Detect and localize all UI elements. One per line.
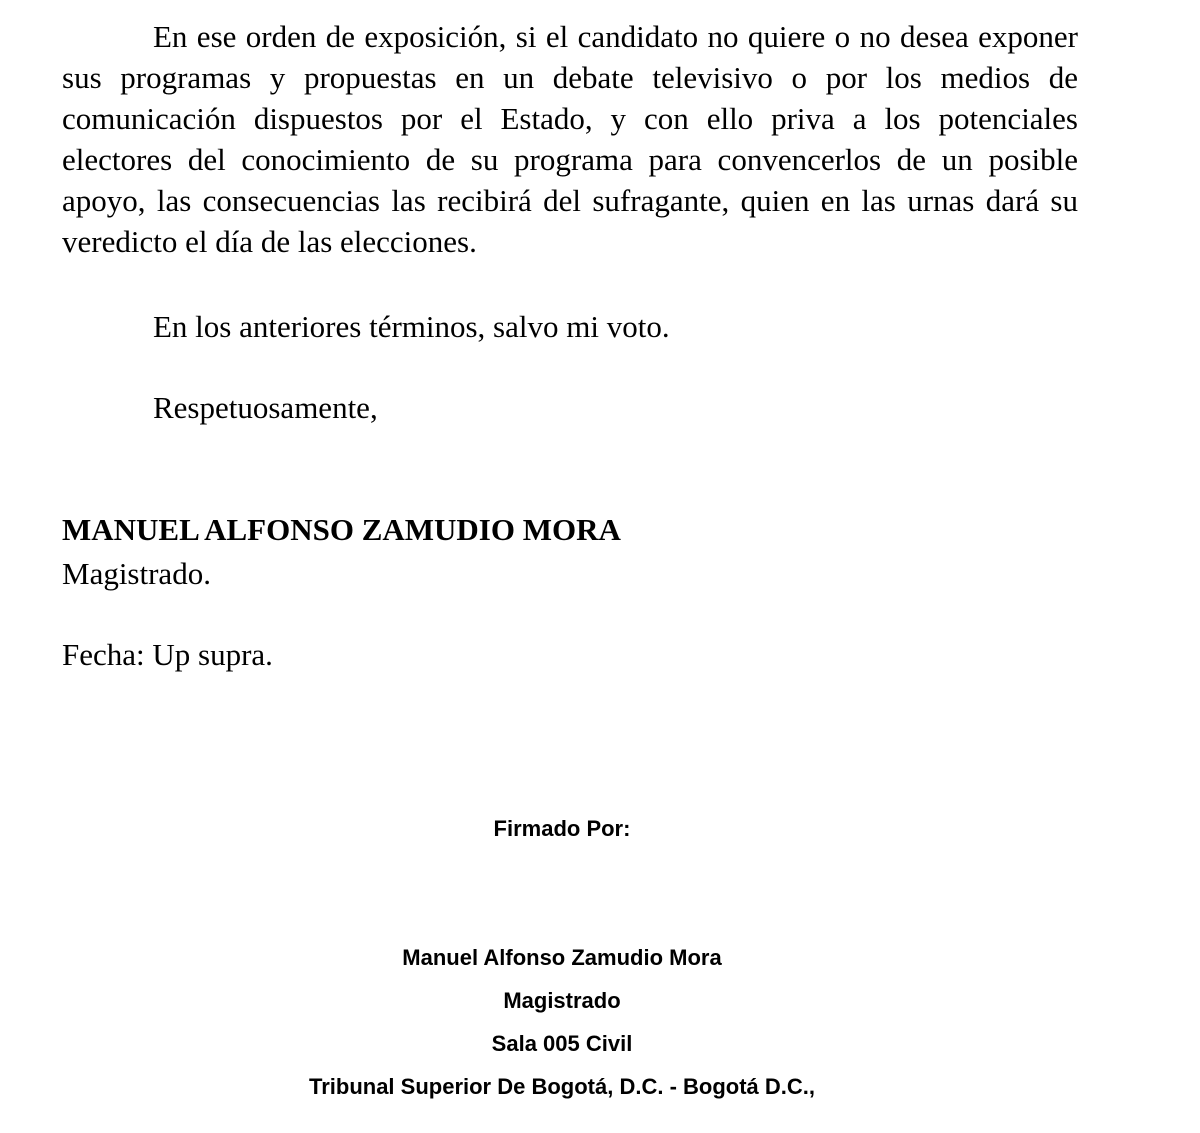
- signed-by-heading: Firmado Por:: [493, 816, 631, 841]
- body-paragraph-main: En ese orden de exposición, si el candidato no quiere o no desea exponer sus programas y propuestas en un debate televisivo o por los medios de comunicación dispuestos por el Estado, y con ello priva a los potenciales electores del conocimiento de su programa para convencerlos de un posible apoyo, las consecuencias las recibirá del sufragante, quien en las urnas dará su veredicto el día de las elecciones.: [62, 19, 1078, 259]
- signer-court: Tribunal Superior De Bogotá, D.C. - Bogotá D.C.,: [308, 1074, 815, 1099]
- signatory-role: Magistrado.: [62, 556, 211, 591]
- signer-chamber: Sala 005 Civil: [491, 1031, 633, 1056]
- signatory-name: MANUEL ALFONSO ZAMUDIO MORA: [62, 512, 621, 547]
- signer-role: Magistrado: [503, 988, 621, 1013]
- closing-salutation: Respetuosamente,: [153, 390, 378, 425]
- document-date: Fecha: Up supra.: [62, 637, 273, 672]
- signer-name: Manuel Alfonso Zamudio Mora: [402, 945, 722, 970]
- body-paragraph-closing: En los anteriores términos, salvo mi voto.: [153, 309, 670, 344]
